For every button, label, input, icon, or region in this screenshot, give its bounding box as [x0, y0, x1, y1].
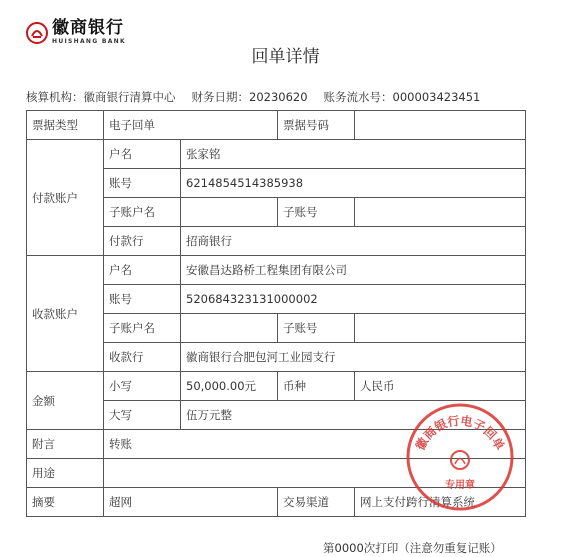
summary-value: 超网 — [104, 488, 278, 517]
date-value: 20230620 — [249, 90, 308, 104]
receipt-meta — [26, 89, 480, 105]
ticket-type-value: 电子回单 — [104, 111, 278, 140]
payee-account-label: 账号 — [104, 285, 181, 314]
payer-sub-name-value — [181, 198, 278, 227]
payer-bank-value: 招商银行 — [181, 227, 526, 256]
note-label: 附言 — [27, 430, 104, 459]
payer-section-label: 付款账户 — [27, 140, 104, 256]
org-value: 徽商银行清算中心 — [83, 90, 176, 104]
currency-value: 人民币 — [355, 372, 526, 401]
page-title: 回单详情 — [251, 47, 320, 67]
channel-label: 交易渠道 — [278, 488, 355, 517]
payee-name-value: 安徽昌达路桥工程集团有限公司 — [181, 256, 526, 285]
payer-sub-no-label: 子账号 — [278, 198, 355, 227]
payer-sub-name-label: 子账户名 — [104, 198, 181, 227]
amount-section-label: 金额 — [27, 372, 104, 430]
serial-label: 账务流水号： — [323, 90, 393, 104]
date-label: 财务日期： — [191, 90, 249, 104]
amount-lower-value: 50,000.00元 — [181, 372, 278, 401]
payer-name-value: 张家铭 — [181, 140, 526, 169]
currency-label: 币种 — [278, 372, 355, 401]
payer-bank-label: 付款行 — [104, 227, 181, 256]
payer-name-label: 户名 — [104, 140, 181, 169]
amount-upper-label: 大写 — [104, 401, 181, 430]
bank-name-en: HUISHANG BANK — [52, 38, 126, 45]
amount-upper-value: 伍万元整 — [181, 401, 526, 430]
purpose-label: 用途 — [27, 459, 104, 488]
payee-name-label: 户名 — [104, 256, 181, 285]
payee-account-value: 520684323131000002 — [181, 285, 526, 314]
payee-sub-name-value — [181, 314, 278, 343]
payee-sub-no-label: 子账号 — [278, 314, 355, 343]
ticket-no-label: 票据号码 — [278, 111, 355, 140]
payee-sub-name-label: 子账户名 — [104, 314, 181, 343]
channel-value: 网上支付跨行清算系统 — [355, 488, 526, 517]
bank-logo-icon — [26, 22, 48, 44]
payer-account-label: 账号 — [104, 169, 181, 198]
svg-text:专用章: 专用章 — [445, 480, 475, 491]
payee-bank-value: 徽商银行合肥包河工业园支行 — [181, 343, 526, 372]
bank-name: 徽商银行 — [52, 18, 124, 38]
summary-label: 摘要 — [27, 488, 104, 517]
table-row — [27, 372, 526, 401]
ticket-type-label: 票据类型 — [27, 111, 104, 140]
print-footer-note: 第0000次打印（注意勿重复记账） — [323, 541, 502, 555]
svg-text:徽商银行电子回单: 徽商银行电子回单 — [413, 413, 507, 453]
note-value: 转账 — [104, 430, 526, 459]
table-row — [27, 256, 526, 285]
payer-account-value: 6214854514385938 — [181, 169, 526, 198]
bank-seal-stamp — [405, 402, 515, 512]
ticket-no-value — [355, 111, 526, 140]
payer-sub-no-value — [355, 198, 526, 227]
org-label: 核算机构： — [26, 90, 84, 104]
serial-value: 000003423451 — [392, 90, 481, 104]
table-row — [27, 111, 526, 140]
amount-lower-label: 小写 — [104, 372, 181, 401]
payee-sub-no-value — [355, 314, 526, 343]
table-row — [27, 140, 526, 169]
payee-bank-label: 收款行 — [104, 343, 181, 372]
payee-section-label: 收款账户 — [27, 256, 104, 372]
